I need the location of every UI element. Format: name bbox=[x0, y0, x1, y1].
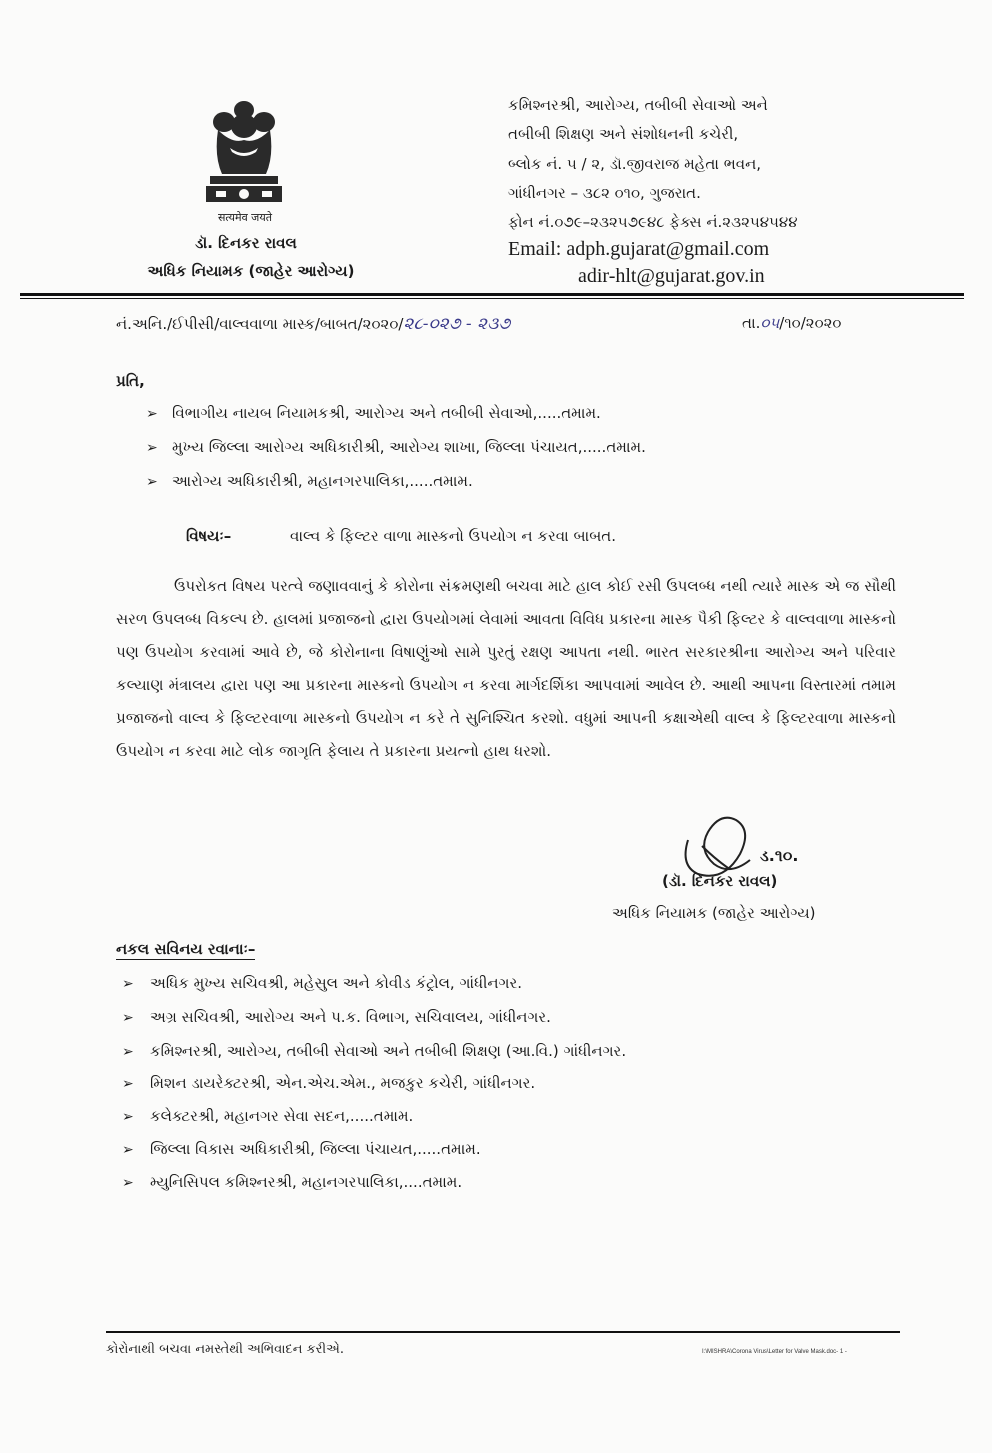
emblem-motto: सत्यमेव जयते bbox=[217, 211, 272, 224]
arrow-bullet-icon: ➢ bbox=[146, 474, 158, 490]
recipient-item bbox=[146, 404, 601, 422]
copy-text: કલેક્ટરશ્રી, મહાનગર સેવા સદન,.....તમામ. bbox=[150, 1107, 414, 1125]
recipient-text: આરોગ્ય અધિકારીશ્રી, મહાનગરપાલિકા,.....તમામ. bbox=[172, 472, 473, 490]
national-emblem-icon bbox=[196, 96, 292, 206]
signatory-name: (ડૉ. દિનકર રાવલ) bbox=[662, 872, 778, 890]
date-prefix: તા. bbox=[742, 314, 761, 332]
header-divider-thin bbox=[20, 298, 964, 299]
reference-date bbox=[742, 314, 841, 332]
office-address-line: બ્લોક નં. ૫ / ૨, ડૉ.જીવરાજ મહેતા ભવન, bbox=[508, 155, 762, 173]
arrow-bullet-icon: ➢ bbox=[122, 1010, 134, 1026]
copy-text: અધિક મુખ્ય સચિવશ્રી, મહેસુલ અને કોવીડ કંટ્રોલ, ગાંધીનગર. bbox=[150, 974, 523, 992]
header-divider bbox=[20, 293, 964, 296]
arrow-bullet-icon: ➢ bbox=[122, 1044, 134, 1060]
arrow-bullet-icon: ➢ bbox=[122, 1109, 134, 1125]
copy-item bbox=[122, 1107, 413, 1125]
copy-item bbox=[122, 1042, 626, 1060]
copy-text: જિલ્લા વિકાસ અધિકારીશ્રી, જિલ્લા પંચાયત,.....તમામ. bbox=[150, 1140, 481, 1158]
copy-text: મિશન ડાયરેક્ટરશ્રી, એન.એચ.એમ., મજકુર કચેરી, ગાંધીનગર. bbox=[150, 1074, 536, 1092]
date-handwritten: ૦૫ bbox=[760, 314, 780, 332]
reference-number bbox=[116, 314, 510, 334]
subject-text: વાલ્વ કે ફિલ્ટર વાળા માસ્કનો ઉપયોગ ન કરવા બાબત. bbox=[290, 527, 616, 545]
footer-file-path: I:\MISHRA\Corona Virus\Letter for Valve Mask.doc- 1 - bbox=[702, 1349, 847, 1355]
signature-date: ડ.૧૦. bbox=[760, 846, 799, 865]
copy-item bbox=[122, 974, 522, 992]
date-suffix: /૧૦/૨૦૨૦ bbox=[779, 314, 842, 332]
copy-to-heading: નકલ સવિનય રવાનાઃ– bbox=[116, 940, 256, 958]
footer-divider bbox=[106, 1331, 900, 1333]
arrow-bullet-icon: ➢ bbox=[122, 976, 134, 992]
copy-text: અગ્ર સચિવશ્રી, આરોગ્ય અને પ.ક. વિભાગ, સચિવાલય, ગાંધીનગર. bbox=[150, 1008, 551, 1026]
arrow-bullet-icon: ➢ bbox=[122, 1142, 134, 1158]
footer-slogan: કોરોનાથી બચવા નમસ્તેથી અભિવાદન કરીએ. bbox=[106, 1342, 344, 1357]
body-text: ઉપરોકત વિષય પરત્વે જણાવવાનું કે કોરોના સંક્રમણથી બચવા માટે હાલ કોઈ રસી ઉપલબ્ધ નથી ત્યારે માસ્ક એ જ સૌથી સરળ ઉપલબ્ધ વિકલ્પ છે. હાલમાં પ્રજાજનો દ્વારા ઉપયોગમાં લેવામાં આવતા વિવિધ પ્રકારના માસ્ક પૈકી ફિલ્ટર કે વાલ્વવાળા માસ્કનો પણ ઉપયોગ કરવામાં આવે છે, જે કોરોનાના વિષાણુંઓ સામે પુરતું રક્ષણ આપતા નથી. ભારત સરકારશ્રીના આરોગ્ય અને પરિવાર કલ્યાણ મંત્રાલય દ્વારા પણ આ પ્રકારના માસ્કનો ઉપયોગ ન કરવા માર્ગદર્શિકા આપવામાં આવેલ છે. આથી આપના વિસ્તારમાં તમામ પ્રજાજનો વાલ્વ કે ફિલ્ટરવાળા માસ્કનો ઉપયોગ ન કરે તે સુનિશ્ચિત કરશો. વધુમાં આપની કક્ષાએથી વાલ્વ કે ફિલ્ટરવાળા માસ્કનો ઉપયોગ ન કરવા માટે લોક જાગૃતિ ફેલાય તે પ્રકારના પ્રયત્નો હાથ ધરશો. bbox=[116, 577, 896, 760]
recipient-item bbox=[146, 472, 473, 490]
copy-item bbox=[122, 1140, 481, 1158]
signatory-designation: અધિક નિયામક (જાહેર આરોગ્ય) bbox=[612, 904, 816, 922]
copy-item bbox=[122, 1008, 551, 1026]
arrow-bullet-icon: ➢ bbox=[146, 440, 158, 456]
copy-item bbox=[122, 1173, 462, 1191]
recipient-text: મુખ્ય જિલ્લા આરોગ્ય અધિકારીશ્રી, આરોગ્ય શાખા, જિલ્લા પંચાયત,.....તમામ. bbox=[172, 438, 646, 456]
office-address-line: કમિશ્નરશ્રી, આરોગ્ય, તબીબી સેવાઓ અને bbox=[508, 96, 768, 114]
email-primary: Email: adph.gujarat@gmail.com bbox=[508, 238, 770, 260]
recipient-text: વિભાગીય નાયબ નિયામકશ્રી, આરોગ્ય અને તબીબી સેવાઓ,.....તમામ. bbox=[172, 404, 601, 422]
recipient-item bbox=[146, 438, 646, 456]
sender-name: ડૉ. દિનકર રાવલ bbox=[195, 234, 297, 252]
body-paragraph bbox=[116, 570, 896, 768]
office-address-line: તબીબી શિક્ષણ અને સંશોધનની કચેરી, bbox=[508, 125, 739, 143]
arrow-bullet-icon: ➢ bbox=[146, 406, 158, 422]
copy-text: મ્યુનિસિપલ કમિશ્નરશ્રી, મહાનગરપાલિકા,....તમામ. bbox=[150, 1173, 463, 1191]
sender-designation: અધિક નિયામક (જાહેર આરોગ્ય) bbox=[147, 262, 355, 280]
subject-label: વિષયઃ– bbox=[186, 527, 232, 545]
arrow-bullet-icon: ➢ bbox=[122, 1175, 134, 1191]
office-address-line: ગાંધીનગર – ૩૮૨ ૦૧૦, ગુજરાત. bbox=[508, 184, 701, 202]
reference-number-handwritten: ૨૮-૦૨૭ - ૨૩૭ bbox=[403, 314, 511, 334]
arrow-bullet-icon: ➢ bbox=[122, 1076, 134, 1092]
email-secondary: adir-hlt@gujarat.gov.in bbox=[578, 265, 765, 287]
copy-text: કમિશ્નરશ્રી, આરોગ્ય, તબીબી સેવાઓ અને તબીબી શિક્ષણ (આ.વિ.) ગાંધીનગર. bbox=[150, 1042, 627, 1060]
reference-number-printed: નં.અનિ./ઈપીસી/વાલ્વવાળા માસ્ક/બાબત/૨૦૨૦/ bbox=[116, 315, 404, 333]
copy-item bbox=[122, 1074, 535, 1092]
office-phone-fax: ફોન નં.૦૭૯–૨૩૨૫૭૯૪૮ ફેક્સ નં.૨૩૨૫૪૫૪૪ bbox=[508, 213, 798, 231]
recipients-label: પ્રતિ, bbox=[116, 372, 145, 390]
